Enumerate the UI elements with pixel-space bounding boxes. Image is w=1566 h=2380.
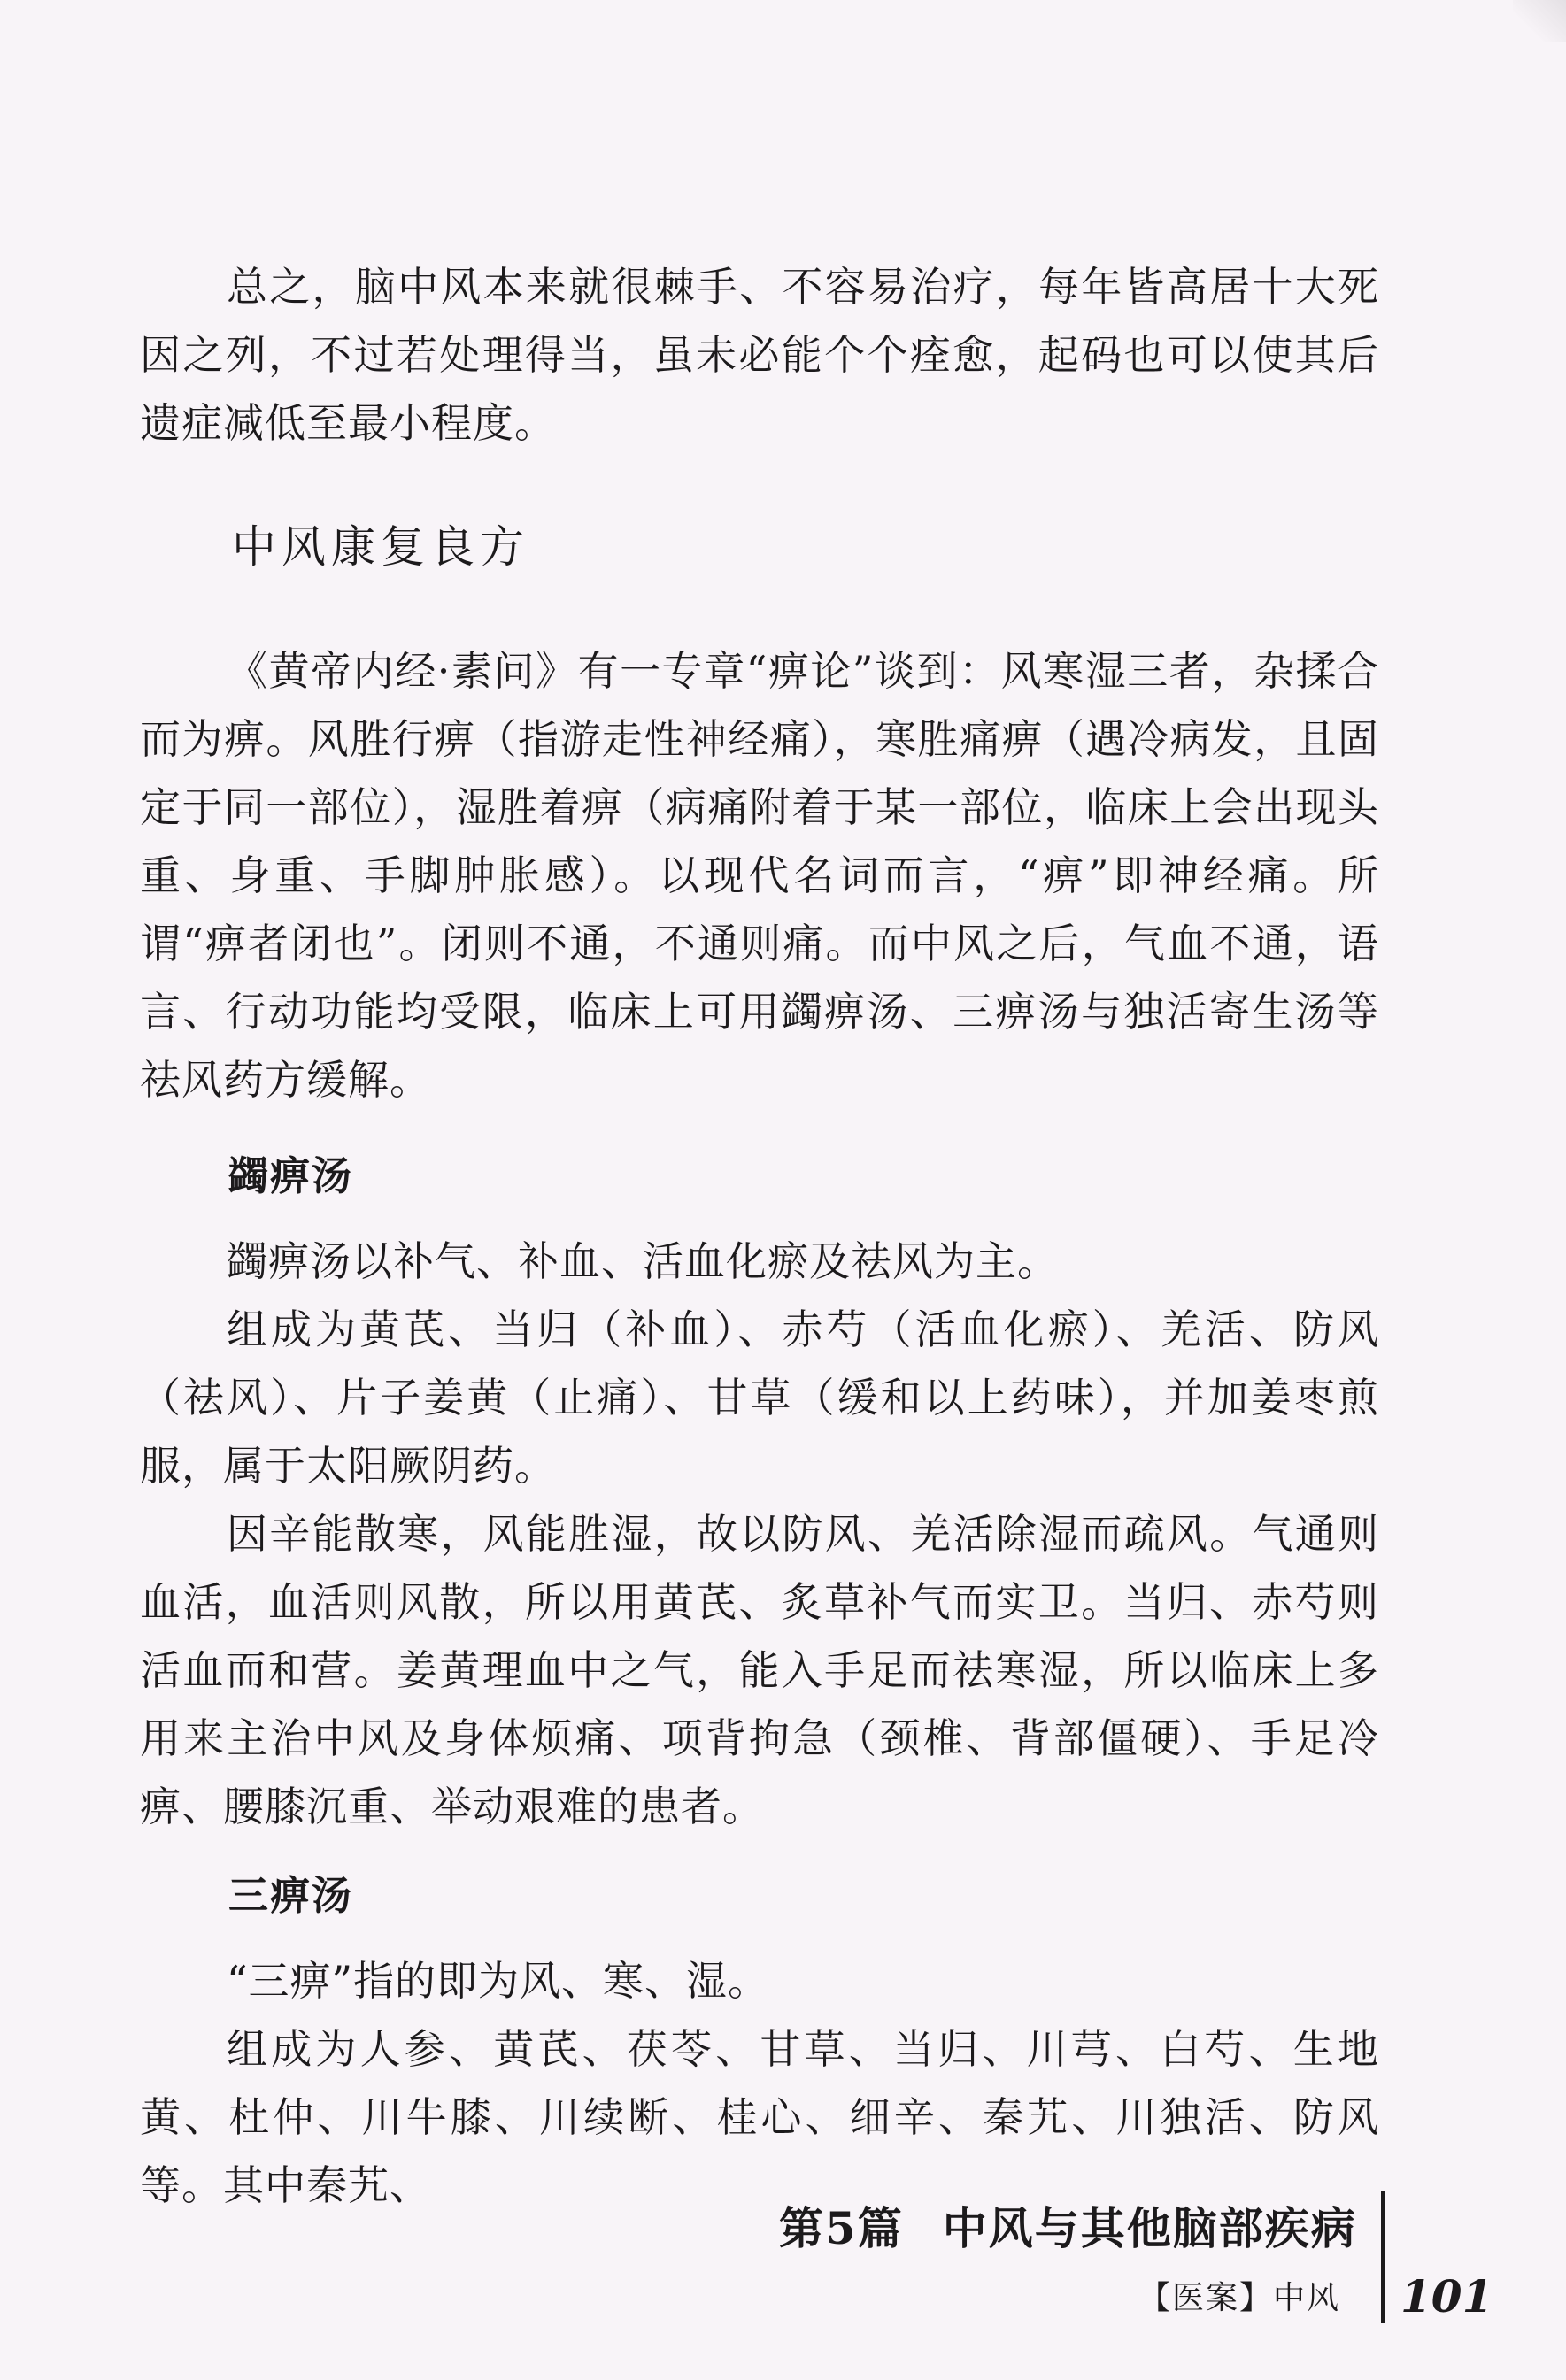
- recipe-title-juanbi: 蠲痹汤: [228, 1152, 354, 1199]
- recipe-title-sanbi: 三痹汤: [228, 1872, 354, 1919]
- footer-part-heading: [779, 2193, 1357, 2257]
- recipe2-paragraph-2: 组成为人参、黄芪、茯苓、甘草、当归、川芎、白芍、生地黄、杜仲、川牛膝、川续断、桂心、细辛、秦艽、川独活、防风等。其中秦艽、: [140, 2025, 1379, 2209]
- footer-divider: [1381, 2191, 1385, 2323]
- scan-shadow: [1513, 0, 1566, 42]
- footer-part-label: 第5篇: [779, 2202, 904, 2254]
- section-title: 中风康复良方: [232, 521, 529, 573]
- section-paragraph: 《黄帝内经·素问》有一专章“痹论”谈到：风寒湿三者，杂揉合而为痹。风胜行痹（指游走性神经痛），寒胜痛痹（遇冷病发，且固定于同一部位），湿胜着痹（病痛附着于某一部位，临床上会出现头重、身重、手脚肿胀感）。以现代名词而言，“痹”即神经痛。所谓“痹者闭也”。闭则不通，不通则痛。而中风之后，气血不通，语言、行动功能均受限，临床上可用蠲痹汤、三痹汤与独活寄生汤等祛风药方缓解。: [140, 647, 1379, 1104]
- page-number: 101: [1400, 2270, 1493, 2322]
- recipe1-paragraph-2: 组成为黄芪、当归（补血）、赤芍（活血化瘀）、羌活、防风（祛风）、片子姜黄（止痛）、甘草（缓和以上药味），并加姜枣煎服，属于太阳厥阴药。: [140, 1306, 1379, 1490]
- recipe1-paragraph-1: 蠲痹汤以补气、补血、活血化瘀及祛风为主。: [227, 1237, 1059, 1285]
- recipe2-paragraph-1: “三痹”指的即为风、寒、湿。: [227, 1957, 770, 2005]
- footer-section-tag: 【医案】中风: [1138, 2280, 1341, 2316]
- footer-part-title: 中风与其他脑部疾病: [942, 2202, 1357, 2254]
- recipe1-paragraph-3: 因辛能散寒，风能胜湿，故以防风、羌活除湿而疏风。气通则血活，血活则风散，所以用黄芪、炙草补气而实卫。当归、赤芍则活血而和营。姜黄理血中之气，能入手足而祛寒湿，所以临床上多用来主治中风及身体烦痛、项背拘急（颈椎、背部僵硬）、手足冷痹、腰膝沉重、举动艰难的患者。: [140, 1510, 1379, 1830]
- intro-paragraph: 总之，脑中风本来就很棘手、不容易治疗，每年皆高居十大死因之列，不过若处理得当，虽未必能个个痊愈，起码也可以使其后遗症减低至最小程度。: [140, 263, 1379, 447]
